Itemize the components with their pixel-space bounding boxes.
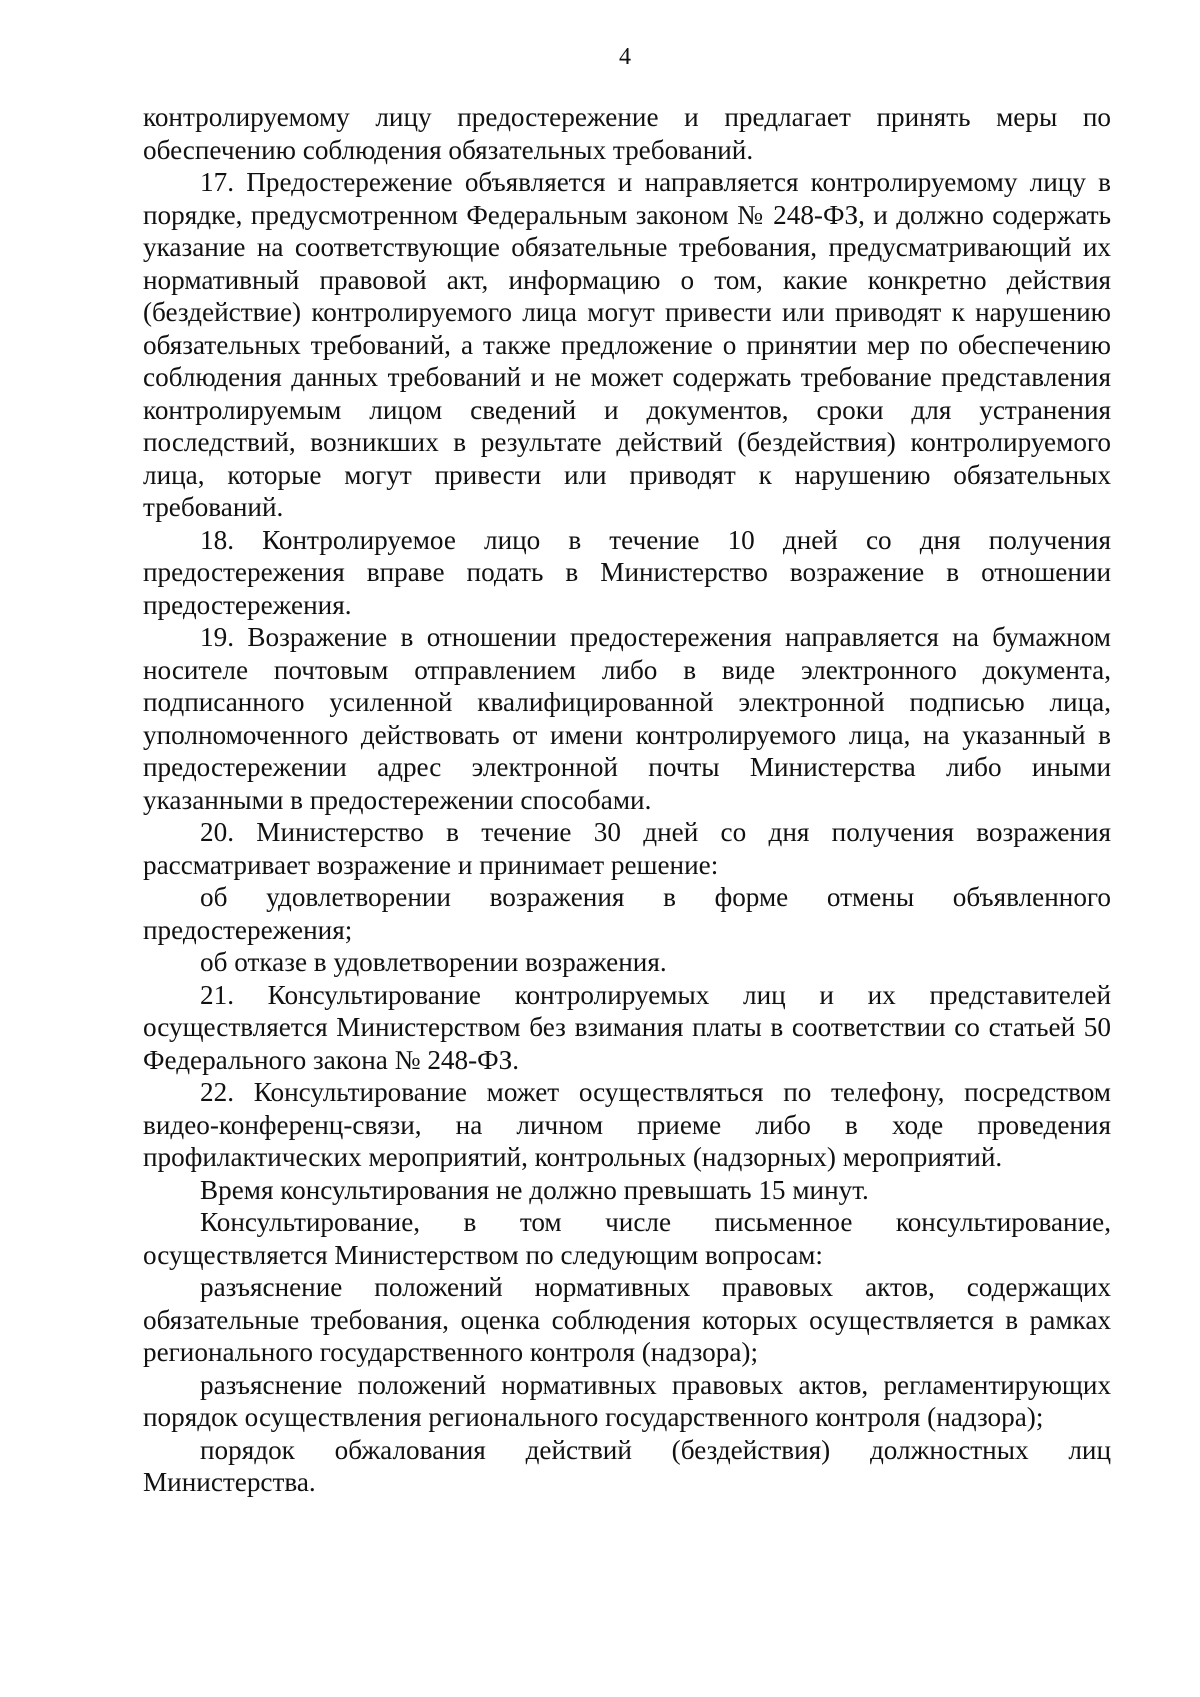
paragraph-item-19: 19. Возражение в отношении предостережения направляется на бумажном носителе почтовым отправлением либо в виде электронного документа, подписанного усиленной квалифицированной электронной подписью лица, уполномоченного действовать от имени контролируемого лица, на указанный в предостережении адрес электронной почты Министерства либо иными указанными в предостережении способами. [143,622,1111,815]
paragraph-consult-topics: Консультирование, в том числе письменное консультирование, осуществляется Министерством по следующим вопросам: [143,1207,1111,1270]
paragraph-item-17: 17. Предостережение объявляется и направляется контролируемому лицу в порядке, предусмотренном Федеральным законом № 248-ФЗ, и должно содержать указание на соответствующие обязательные требования, предусматривающий их нормативный правовой акт, информацию о том, какие конкретно действия (бездействие) контролируемого лица могут привести или приводят к нарушению обязательных требований, а также предложение о принятии мер по обеспечению соблюдения данных требований и не может содержать требование представления контролируемым лицом сведений и документов, сроки для устранения последствий, возникших в результате действий (бездействия) контролируемого лица, которые могут привести или приводят к нарушению обязательных требований. [143,167,1111,522]
paragraph-decision-refuse: об отказе в удовлетворении возражения. [200,947,667,977]
paragraph-continuation: контролируемому лицу предостережение и предлагает принять меры по обеспечению соблюдения обязательных требований. [143,102,1111,165]
paragraph-item-20: 20. Министерство в течение 30 дней со дня получения возражения рассматривает возражение и принимает решение: [143,817,1111,880]
paragraph-item-22: 22. Консультирование может осуществляться по телефону, посредством видео-конференц-связи, на личном приеме либо в ходе проведения профилактических мероприятий, контрольных (надзорных) мероприятий. [143,1077,1111,1172]
paragraph-consult-duration: Время консультирования не должно превышать 15 минут. [200,1174,869,1205]
paragraph-topic-requirements: разъяснение положений нормативных правовых актов, содержащих обязательные требования, оценка соблюдения которых осуществляется в рамках регионального государственного контроля (надзора); [143,1272,1111,1367]
paragraph-item-18: 18. Контролируемое лицо в течение 10 дней со дня получения предостережения вправе подать в Министерство возражение в отношении предостережения. [143,524,1111,620]
document-body [143,101,1111,1499]
paragraph-topic-appeal: порядок обжалования действий (бездействия) должностных лиц Министерства. [143,1434,1111,1497]
paragraph-topic-procedure: разъяснение положений нормативных правовых актов, регламентирующих порядок осуществления регионального государственного контроля (надзора); [143,1369,1111,1432]
paragraph-decision-satisfy: об удовлетворении возражения в форме отмены объявленного предостережения; [143,882,1111,945]
page-number: 4 [619,44,631,70]
paragraph-item-21: 21. Консультирование контролируемых лиц и их представителей осуществляется Министерством без взимания платы в соответствии со статьей 50 Федерального закона № 248-ФЗ. [143,979,1111,1075]
